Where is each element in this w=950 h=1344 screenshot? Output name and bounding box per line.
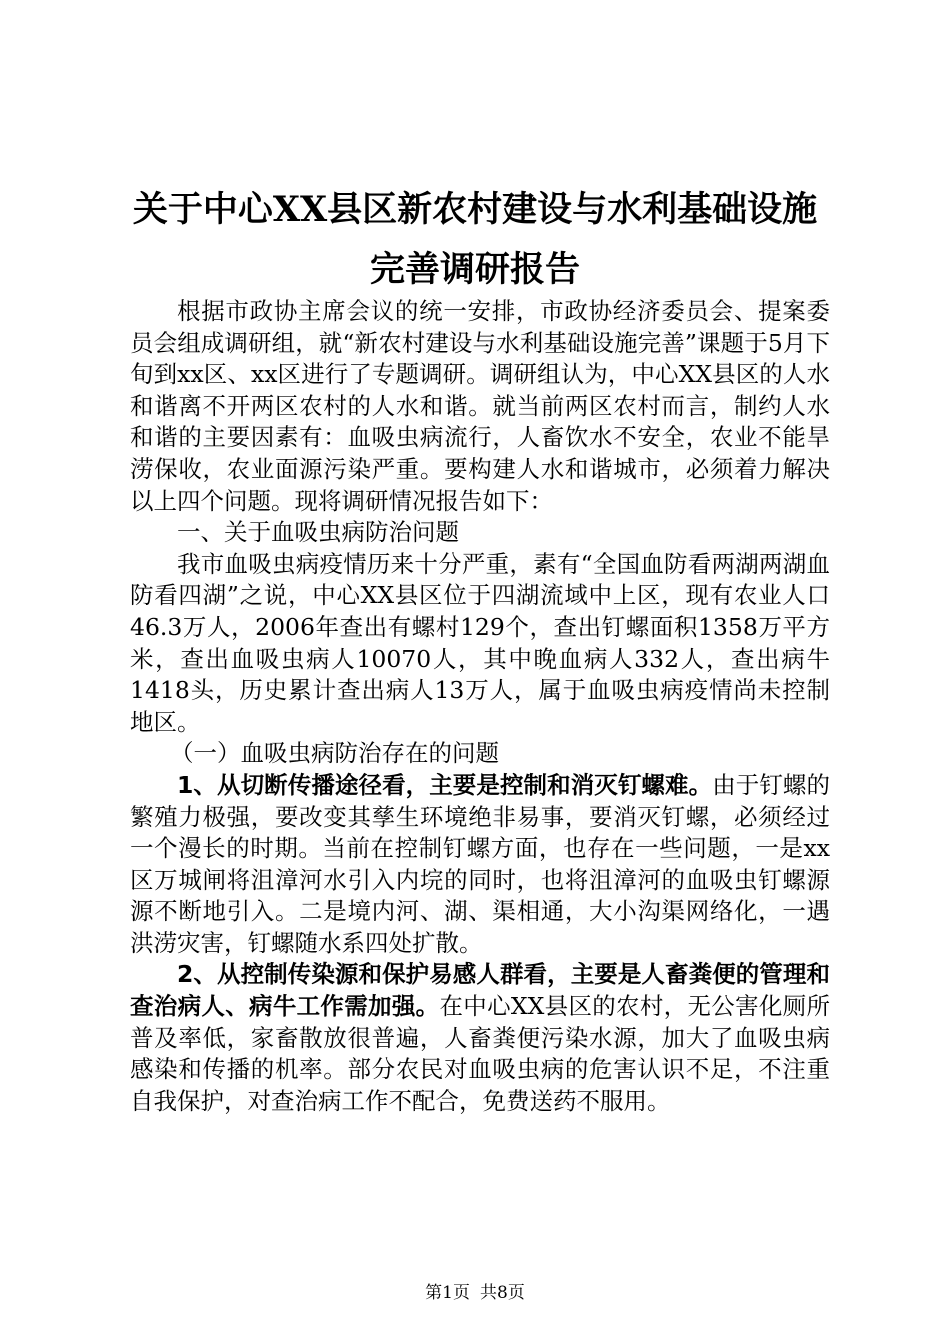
document-title-line2: 完善调研报告 [369,249,580,290]
page-total: 共8页 [480,1283,525,1303]
point1-body: 由于钉螺的繁殖力极强，要改变其孳生环境绝非易事，要消灭钉螺，必须经过一个漫长的时期。当前在控制钉螺方面，也存在一些问题，一是xx区万城闸将沮漳河水引入内垸的同时，也将沮漳河的血吸虫钉螺源源不断地引入。二是境内河、湖、渠相通，大小沟渠网络化，一遇洪涝灾害，钉螺随水系四处扩散。 [130,770,831,957]
point2-body: 在中心XX县区的农村，无公害化厕所普及率低，家畜散放很普遍，人畜粪便污染水源，加大了血吸虫病感染和传播的机率。部分农民对血吸虫病的危害认识不足，不注重自我保护，对查治病工作不配合，免费送药不服用。 [130,992,830,1115]
intro-paragraph: 根据市政协主席会议的统一安排，市政协经济委员会、提案委员会组成调研组，就“新农村建设与水利基础设施完善”课题于5月下旬到xx区、xx区进行了专题调研。调研组认为，中心XX县区的人水和谐离不开两区农村的人水和谐。就当前两区农村而言，制约人水和谐的主要因素有：血吸虫病流行，人畜饮水不安全，农业不能旱涝保收，农业面源污染严重。要构建人水和谐城市，必须着力解决以上四个问题。现将调研情况报告如下： [130,297,830,515]
document-title-line1: 关于中心XX县区新农村建设与水利基础设施 [132,189,818,230]
page-footer [0,1282,950,1304]
document-body [130,296,830,1117]
section1-heading: 一、关于血吸虫病防治问题 [177,518,459,547]
subsection1-heading: （一）血吸虫病防治存在的问题 [170,739,499,768]
point1-paragraph [130,770,830,960]
page-number: 第1页 [425,1283,470,1303]
point2-paragraph [130,959,830,1117]
point1-lead: 1、从切断传播途径看，主要是控制和消灭钉螺难。 [177,770,713,799]
section1-paragraph: 我市血吸虫病疫情历来十分严重，素有“全国血防看两湖两湖血防看四湖”之说，中心XX县区位于四湖流域中上区，现有农业人口46.3万人，2006年查出有螺村129个，查出钉螺面积1358万平方米，查出血吸虫病人10070人，其中晚血病人332人，查出病牛1418头，历史累计查出病人13万人，属于血吸虫病疫情尚未控制地区。 [130,549,830,736]
point2-lead: 2、从控制传染源和保护易感人群看，主要是人畜粪便的管理和查治病人、病牛工作需加强。 [130,960,830,1021]
